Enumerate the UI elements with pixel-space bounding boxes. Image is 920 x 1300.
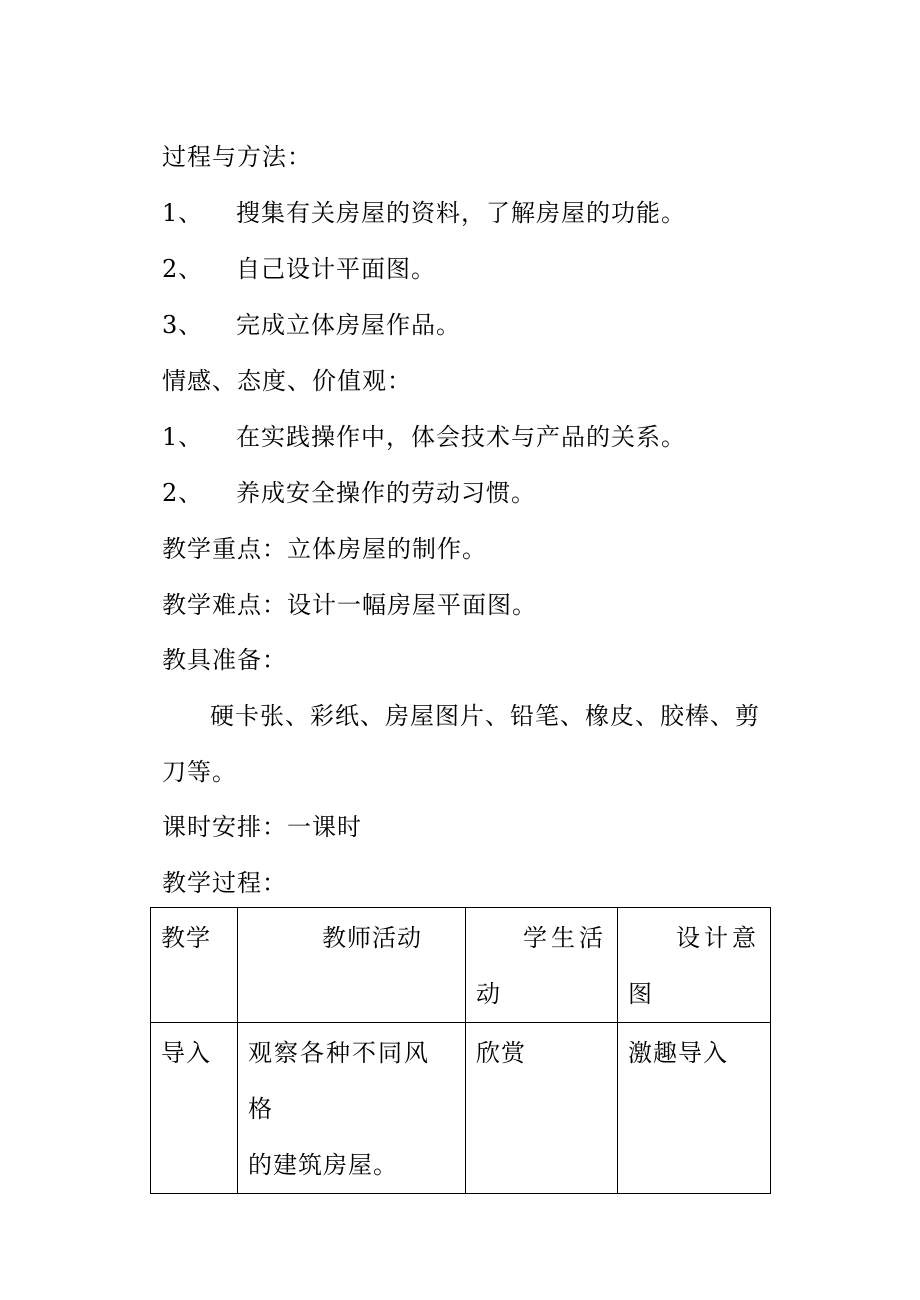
row-teacher-line-2: 的建筑房屋。 — [248, 1151, 398, 1179]
header-design-intent — [618, 908, 771, 1023]
process-item-3-number: 3、 — [162, 311, 204, 339]
process-item-3-text: 完成立体房屋作品。 — [236, 311, 461, 339]
process-item-2-text: 自己设计平面图。 — [236, 255, 436, 283]
materials-line-2: 刀等。 — [162, 758, 237, 786]
process-item-1-text: 搜集有关房屋的资料，了解房屋的功能。 — [236, 199, 686, 227]
process-item-1 — [162, 198, 686, 228]
header-intent-line-1: 设计意 — [676, 924, 760, 952]
row-design-intent: 激趣导入 — [618, 1023, 771, 1194]
materials-line-1: 硬卡张、彩纸、房屋图片、铅笔、橡皮、胶棒、剪 — [210, 702, 760, 730]
header-intent-line-2: 图 — [628, 980, 653, 1008]
emotion-item-2-text: 养成安全操作的劳动习惯。 — [236, 479, 536, 507]
header-teacher-activity: 教师活动 — [238, 908, 466, 1023]
process-item-3 — [162, 310, 461, 340]
emotion-item-1-text: 在实践操作中，体会技术与产品的关系。 — [236, 423, 686, 451]
process-title: 教学过程： — [162, 869, 287, 897]
header-stage: 教学 — [151, 908, 238, 1023]
process-heading: 过程与方法： — [162, 143, 312, 171]
process-item-1-number: 1、 — [162, 199, 204, 227]
emotion-item-2 — [162, 478, 536, 508]
materials-heading: 教具准备： — [162, 646, 287, 674]
row-student-activity: 欣赏 — [466, 1023, 618, 1194]
emotion-item-2-number: 2、 — [162, 479, 204, 507]
process-item-2-number: 2、 — [162, 255, 204, 283]
process-item-2 — [162, 254, 436, 284]
key-point: 教学重点：立体房屋的制作。 — [162, 535, 487, 563]
table-header-row — [151, 908, 771, 1023]
emotion-heading: 情感、态度、价值观： — [162, 367, 412, 395]
table-row — [151, 1023, 771, 1194]
emotion-item-1 — [162, 422, 686, 452]
header-student-line-1: 学生活 — [523, 924, 607, 952]
teaching-process-table — [150, 907, 771, 1194]
row-teacher-line-1: 观察各种不同风格 — [248, 1039, 430, 1123]
header-student-activity — [466, 908, 618, 1023]
row-stage: 导入 — [151, 1023, 238, 1194]
row-teacher-activity — [238, 1023, 466, 1194]
difficulty: 教学难点：设计一幅房屋平面图。 — [162, 591, 537, 619]
emotion-item-1-number: 1、 — [162, 423, 204, 451]
header-student-line-2: 动 — [476, 980, 501, 1008]
schedule: 课时安排：一课时 — [162, 813, 362, 841]
